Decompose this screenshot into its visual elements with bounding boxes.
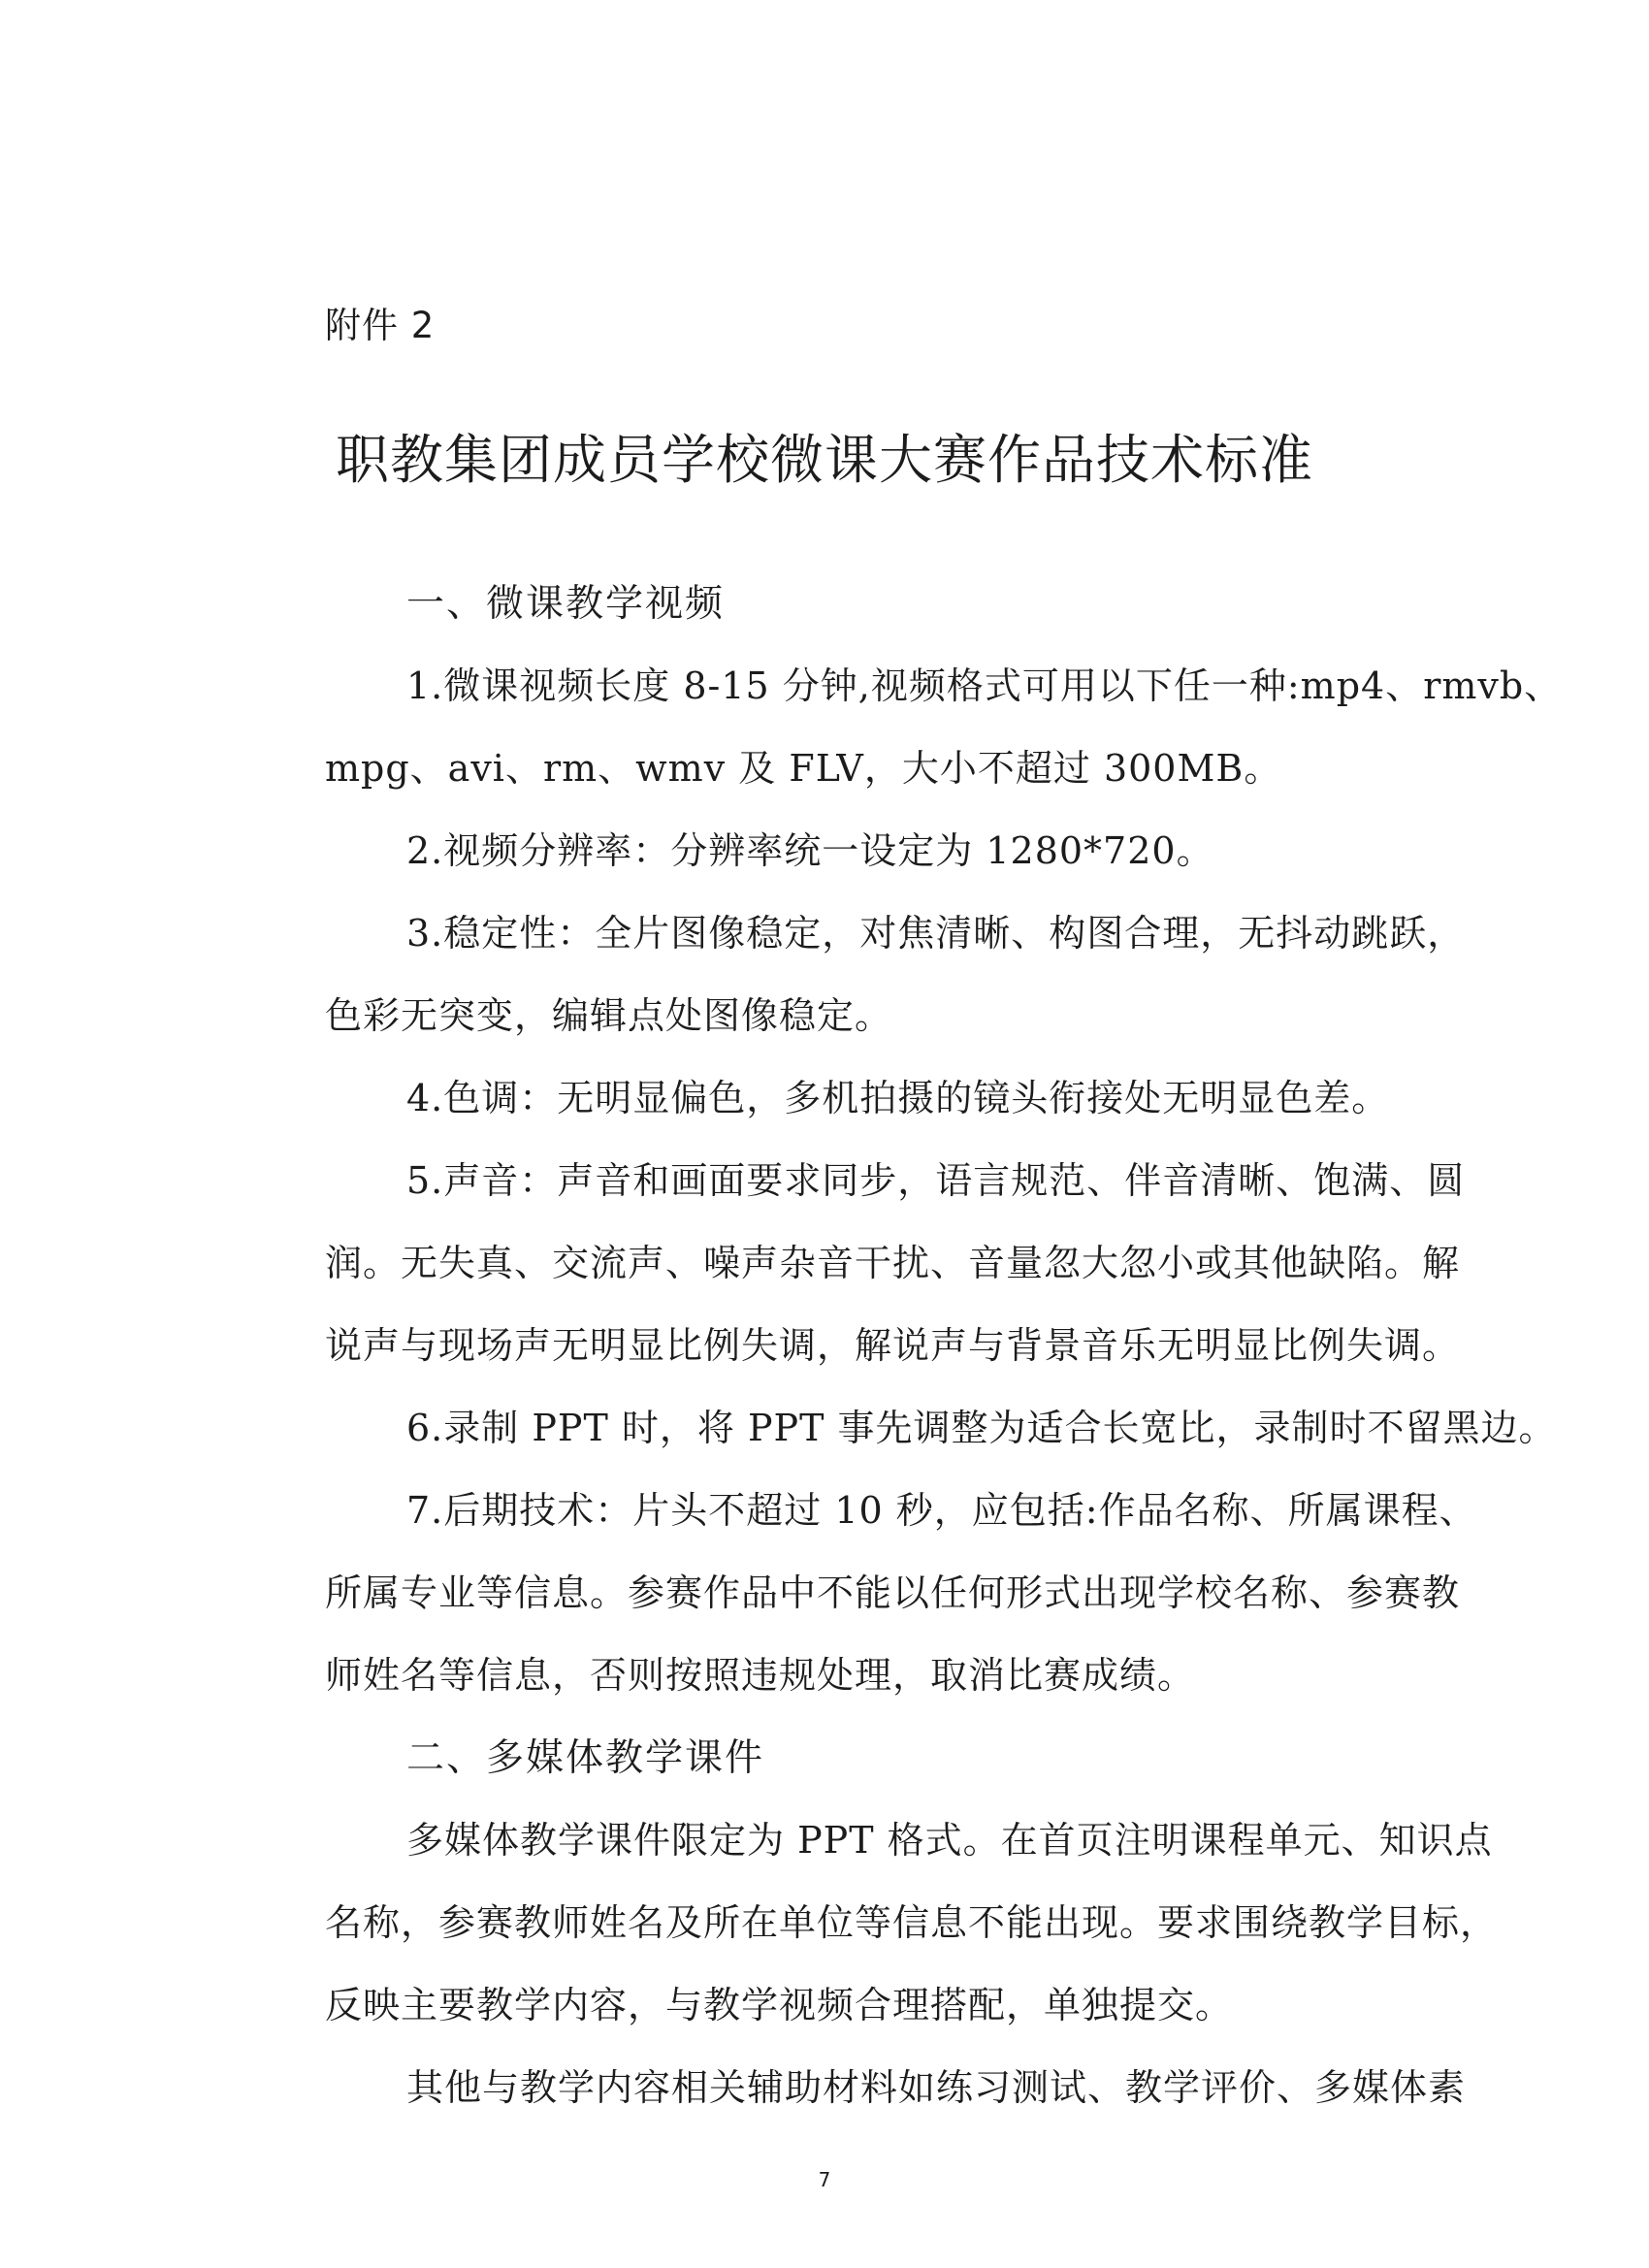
text-line: 师姓名等信息，否则按照违规处理，取消比赛成绩。 [325,1654,1196,1697]
document-body [325,563,1563,2129]
section-heading: 一、微课教学视频 [406,582,726,626]
text-line: 反映主要教学内容，与教学视频合理搭配，单独提交。 [325,1984,1234,2026]
text-line: mpg、avi、rm、wmv 及 FLV，大小不超过 300MB。 [325,747,1282,790]
page-number: 7 [818,2168,831,2191]
text-line: 7.后期技术：片头不超过 10 秒，应包括:作品名称、所属课程、 [406,1489,1477,1532]
attachment-label: 附件 2 [325,305,436,346]
text-line: 多媒体教学课件限定为 PPT 格式。在首页注明课程单元、知识点 [406,1819,1493,1862]
text-line: 3.稳定性：全片图像稳定，对焦清晰、构图合理，无抖动跳跃， [406,912,1466,955]
text-line: 所属专业等信息。参赛作品中不能以任何形式出现学校名称、参赛教 [325,1571,1461,1614]
text-line: 其他与教学内容相关辅助材料如练习测试、教学评价、多媒体素 [406,2066,1467,2109]
text-line: 色彩无突变，编辑点处图像稳定。 [325,994,893,1037]
section-heading: 二、多媒体教学课件 [406,1736,765,1780]
text-line: 6.录制 PPT 时，将 PPT 事先调整为适合长宽比，录制时不留黑边。 [406,1407,1557,1449]
text-line: 润。无失真、交流声、噪声杂音干扰、音量忽大忽小或其他缺陷。解 [325,1242,1461,1284]
text-line: 说声与现场声无明显比例失调，解说声与背景音乐无明显比例失调。 [325,1324,1461,1367]
text-line: 2.视频分辨率：分辨率统一设定为 1280*720。 [406,829,1214,872]
text-line: 5.声音：声音和画面要求同步，语言规范、伴音清晰、饱满、圆 [406,1159,1466,1202]
text-line: 名称，参赛教师姓名及所在单位等信息不能出现。要求围绕教学目标， [325,1901,1499,1944]
document-title: 职教集团成员学校微课大赛作品技术标准 [335,429,1313,491]
text-line: 4.色调：无明显偏色，多机拍摄的镜头衔接处无明显色差。 [406,1077,1390,1119]
text-line: 1.微课视频长度 8-15 分钟,视频格式可用以下任一种:mp4、rmvb、 [406,664,1563,707]
